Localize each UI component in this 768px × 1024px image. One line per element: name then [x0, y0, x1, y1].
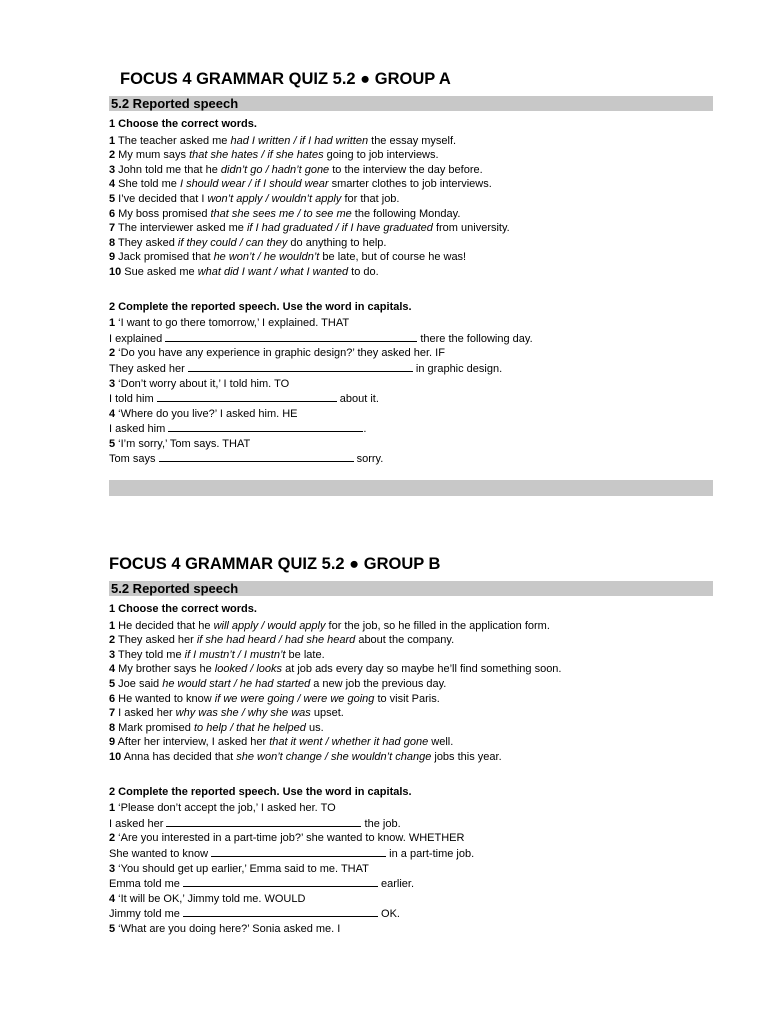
answer-options: didn’t go / hadn’t gone: [220, 163, 330, 176]
prompt-line: [109, 801, 713, 816]
item-text: the following Monday.: [351, 207, 461, 220]
item-number: 5: [109, 192, 116, 205]
divider-bar: [109, 480, 713, 496]
item-text: My brother says he: [115, 663, 215, 676]
answer-start: They asked her: [109, 362, 188, 375]
item-text: upset.: [310, 707, 344, 720]
answer-options: that she sees me / to see me: [210, 207, 352, 220]
answer-line: [109, 451, 713, 467]
answer-end: the job.: [361, 817, 401, 830]
answer-line: [109, 391, 713, 407]
answer-end: in graphic design.: [412, 362, 503, 375]
item-number: 4: [109, 407, 116, 420]
answer-line: [109, 331, 713, 347]
item-text: John told me that he: [115, 163, 221, 176]
exercise-2-title: 2 Complete the reported speech. Use the word in capitals.: [109, 300, 412, 313]
answer-line: [109, 906, 713, 922]
answer-line: [109, 876, 713, 892]
item-text: They asked: [115, 236, 178, 249]
item-text: for that job.: [341, 192, 400, 205]
answer-blank[interactable]: [183, 876, 378, 887]
answer-options: that she hates / if she hates: [189, 149, 324, 162]
prompt-line: [109, 407, 713, 422]
answer-options: won’t apply / wouldn’t apply: [207, 192, 342, 205]
item-text: They told me: [115, 648, 185, 661]
item-text: Sue asked me: [121, 265, 198, 278]
answer-blank[interactable]: [159, 451, 354, 462]
item-text: He wanted to know: [115, 692, 215, 705]
item-text: well.: [428, 736, 454, 749]
quiz-title: FOCUS 4 GRAMMAR QUIZ 5.2 ● GROUP B: [109, 555, 441, 573]
item-number: 6: [109, 692, 116, 705]
item-text: for the job, so he filled in the application form.: [325, 619, 550, 632]
item-text: jobs this year.: [431, 750, 502, 763]
item-number: 3: [109, 163, 116, 176]
item-number: 2: [109, 832, 116, 845]
answer-end: OK.: [377, 908, 400, 921]
item-number: 1: [109, 134, 116, 147]
item-number: 3: [109, 862, 116, 875]
answer-start: Jimmy told me: [109, 908, 183, 921]
answer-options: he would start / he had started: [162, 677, 311, 690]
choice-item: [109, 163, 713, 178]
answer-options: looked / looks: [214, 663, 283, 676]
item-text: a new job the previous day.: [310, 677, 447, 690]
prompt-text: ‘Where do you live?’ I asked him. HE: [115, 407, 298, 420]
exercise-1-list: [109, 619, 713, 765]
answer-end: .: [363, 423, 367, 436]
prompt-text: ‘Don’t worry about it,’ I told him. TO: [115, 377, 290, 390]
answer-start: I explained: [109, 332, 166, 345]
answer-options: he won’t / he wouldn’t: [213, 251, 320, 264]
answer-line: [109, 846, 713, 862]
item-number: 8: [109, 721, 116, 734]
item-number: 5: [109, 922, 116, 935]
prompt-text: ‘Are you interested in a part-time job?’ she wanted to know. WHETHER: [115, 832, 465, 845]
item-text: The interviewer asked me: [115, 222, 247, 235]
answer-line: [109, 816, 713, 832]
answer-blank[interactable]: [211, 846, 386, 857]
item-number: 10: [109, 265, 122, 278]
item-text: from university.: [432, 222, 510, 235]
item-number: 5: [109, 677, 116, 690]
answer-options: if I mustn’t / I mustn’t: [184, 648, 286, 661]
item-number: 3: [109, 377, 116, 390]
choice-item: [109, 692, 713, 707]
item-text: do anything to help.: [287, 236, 387, 249]
section-subheading: 5.2 Reported speech: [109, 96, 713, 111]
answer-start: I asked her: [109, 817, 167, 830]
answer-end: sorry.: [353, 453, 384, 466]
answer-options: I should wear / if I should wear: [179, 178, 329, 191]
quiz-title: FOCUS 4 GRAMMAR QUIZ 5.2 ● GROUP A: [120, 70, 451, 88]
item-text: Mark promised: [115, 721, 194, 734]
item-number: 7: [109, 222, 116, 235]
prompt-text: ‘You should get up earlier,’ Emma said to me. THAT: [115, 862, 369, 875]
item-text: She told me: [115, 178, 180, 191]
item-text: about the company.: [355, 634, 455, 647]
item-number: 9: [109, 251, 116, 264]
item-number: 3: [109, 648, 116, 661]
item-text: After her interview, I asked her: [115, 736, 270, 749]
item-number: 2: [109, 634, 116, 647]
item-text: He decided that he: [115, 619, 214, 632]
item-text: Joe said: [115, 677, 163, 690]
answer-end: there the following day.: [417, 332, 533, 345]
item-text: The teacher asked me: [115, 134, 231, 147]
item-text: They asked her: [115, 634, 197, 647]
answer-options: that it went / whether it had gone: [269, 736, 429, 749]
item-text: be late, but of course he was!: [319, 251, 467, 264]
item-text: at job ads every day so maybe he’ll find something soon.: [282, 663, 562, 676]
section-subheading: 5.2 Reported speech: [109, 581, 713, 596]
prompt-line: [109, 892, 713, 907]
prompt-text: ‘I’m sorry,’ Tom says. THAT: [115, 437, 251, 450]
answer-options: will apply / would apply: [213, 619, 326, 632]
answer-options: if we were going / were we going: [214, 692, 375, 705]
choice-item: [109, 192, 713, 207]
item-number: 1: [109, 317, 116, 330]
exercise-1-list: [109, 134, 713, 280]
item-text: My boss promised: [115, 207, 211, 220]
prompt-line: [109, 831, 713, 846]
choice-item: [109, 134, 713, 149]
answer-options: to help / that he helped: [193, 721, 306, 734]
item-number: 2: [109, 347, 116, 360]
choice-item: [109, 706, 713, 721]
item-text: going to job interviews.: [323, 149, 439, 162]
choice-item: [109, 633, 713, 648]
item-number: 10: [109, 750, 122, 763]
answer-line: [109, 361, 713, 377]
item-number: 6: [109, 207, 116, 220]
prompt-line: [109, 922, 713, 937]
answer-blank[interactable]: [168, 421, 363, 432]
answer-options: if they could / can they: [177, 236, 288, 249]
item-number: 2: [109, 149, 116, 162]
answer-options: if she had heard / had she heard: [196, 634, 356, 647]
choice-item: [109, 236, 713, 251]
answer-start: I asked him: [109, 423, 169, 436]
prompt-line: [109, 346, 713, 361]
exercise-1-title: 1 Choose the correct words.: [109, 118, 257, 130]
answer-options: she won’t change / she wouldn’t change: [236, 750, 432, 763]
prompt-line: [109, 862, 713, 877]
exercise-2-list: [109, 801, 713, 936]
group-a-section: [109, 68, 713, 467]
item-text: to visit Paris.: [374, 692, 440, 705]
prompt-line: [109, 316, 713, 331]
group-b-section: [109, 553, 713, 936]
answer-blank[interactable]: [183, 906, 378, 917]
answer-end: earlier.: [377, 878, 415, 891]
choice-item: [109, 735, 713, 750]
choice-item: [109, 662, 713, 677]
prompt-line: [109, 377, 713, 392]
answer-options: why was she / why she was: [175, 707, 311, 720]
answer-blank[interactable]: [188, 361, 413, 372]
item-text: I’ve decided that I: [115, 192, 208, 205]
item-text: be late.: [285, 648, 325, 661]
prompt-text: ‘What are you doing here?’ Sonia asked me. I: [115, 922, 341, 935]
item-text: My mum says: [115, 149, 190, 162]
answer-options: if I had graduated / if I have graduated: [246, 222, 433, 235]
item-text: to do.: [348, 265, 379, 278]
answer-line: [109, 421, 713, 437]
choice-item: [109, 250, 713, 265]
choice-item: [109, 207, 713, 222]
choice-item: [109, 750, 713, 765]
choice-item: [109, 648, 713, 663]
prompt-line: [109, 437, 713, 452]
item-text: us.: [305, 721, 324, 734]
prompt-text: ‘Please don’t accept the job,’ I asked her. TO: [115, 802, 336, 815]
answer-start: I told him: [109, 393, 157, 406]
answer-options: what did I want / what I wanted: [197, 265, 349, 278]
answer-end: about it.: [336, 393, 379, 406]
item-number: 4: [109, 178, 116, 191]
exercise-1-title: 1 Choose the correct words.: [109, 603, 257, 615]
item-text: Anna has decided that: [121, 750, 237, 763]
item-text: Jack promised that: [115, 251, 214, 264]
answer-start: She wanted to know: [109, 847, 212, 860]
item-number: 5: [109, 437, 116, 450]
item-number: 8: [109, 236, 116, 249]
choice-item: [109, 221, 713, 236]
answer-blank[interactable]: [165, 331, 417, 342]
item-number: 4: [109, 663, 116, 676]
answer-blank[interactable]: [166, 816, 361, 827]
choice-item: [109, 265, 713, 280]
item-number: 4: [109, 892, 116, 905]
item-number: 7: [109, 707, 116, 720]
prompt-text: ‘I want to go there tomorrow,’ I explained. THAT: [115, 317, 350, 330]
choice-item: [109, 177, 713, 192]
answer-options: had I written / if I had written: [230, 134, 369, 147]
item-text: the essay myself.: [368, 134, 457, 147]
prompt-text: ‘Do you have any experience in graphic design?’ they asked her. IF: [115, 347, 445, 360]
choice-item: [109, 148, 713, 163]
answer-end: in a part-time job.: [386, 847, 475, 860]
answer-start: Emma told me: [109, 878, 183, 891]
exercise-2-title: 2 Complete the reported speech. Use the word in capitals.: [109, 785, 412, 798]
choice-item: [109, 677, 713, 692]
choice-item: [109, 721, 713, 736]
item-text: smarter clothes to job interviews.: [328, 178, 492, 191]
item-number: 9: [109, 736, 116, 749]
item-text: to the interview the day before.: [329, 163, 483, 176]
item-number: 1: [109, 802, 116, 815]
item-number: 1: [109, 619, 116, 632]
exercise-2-list: [109, 316, 713, 467]
choice-item: [109, 619, 713, 634]
item-text: I asked her: [115, 707, 176, 720]
answer-start: Tom says: [109, 453, 159, 466]
answer-blank[interactable]: [157, 391, 337, 402]
prompt-text: ‘It will be OK,’ Jimmy told me. WOULD: [115, 892, 306, 905]
